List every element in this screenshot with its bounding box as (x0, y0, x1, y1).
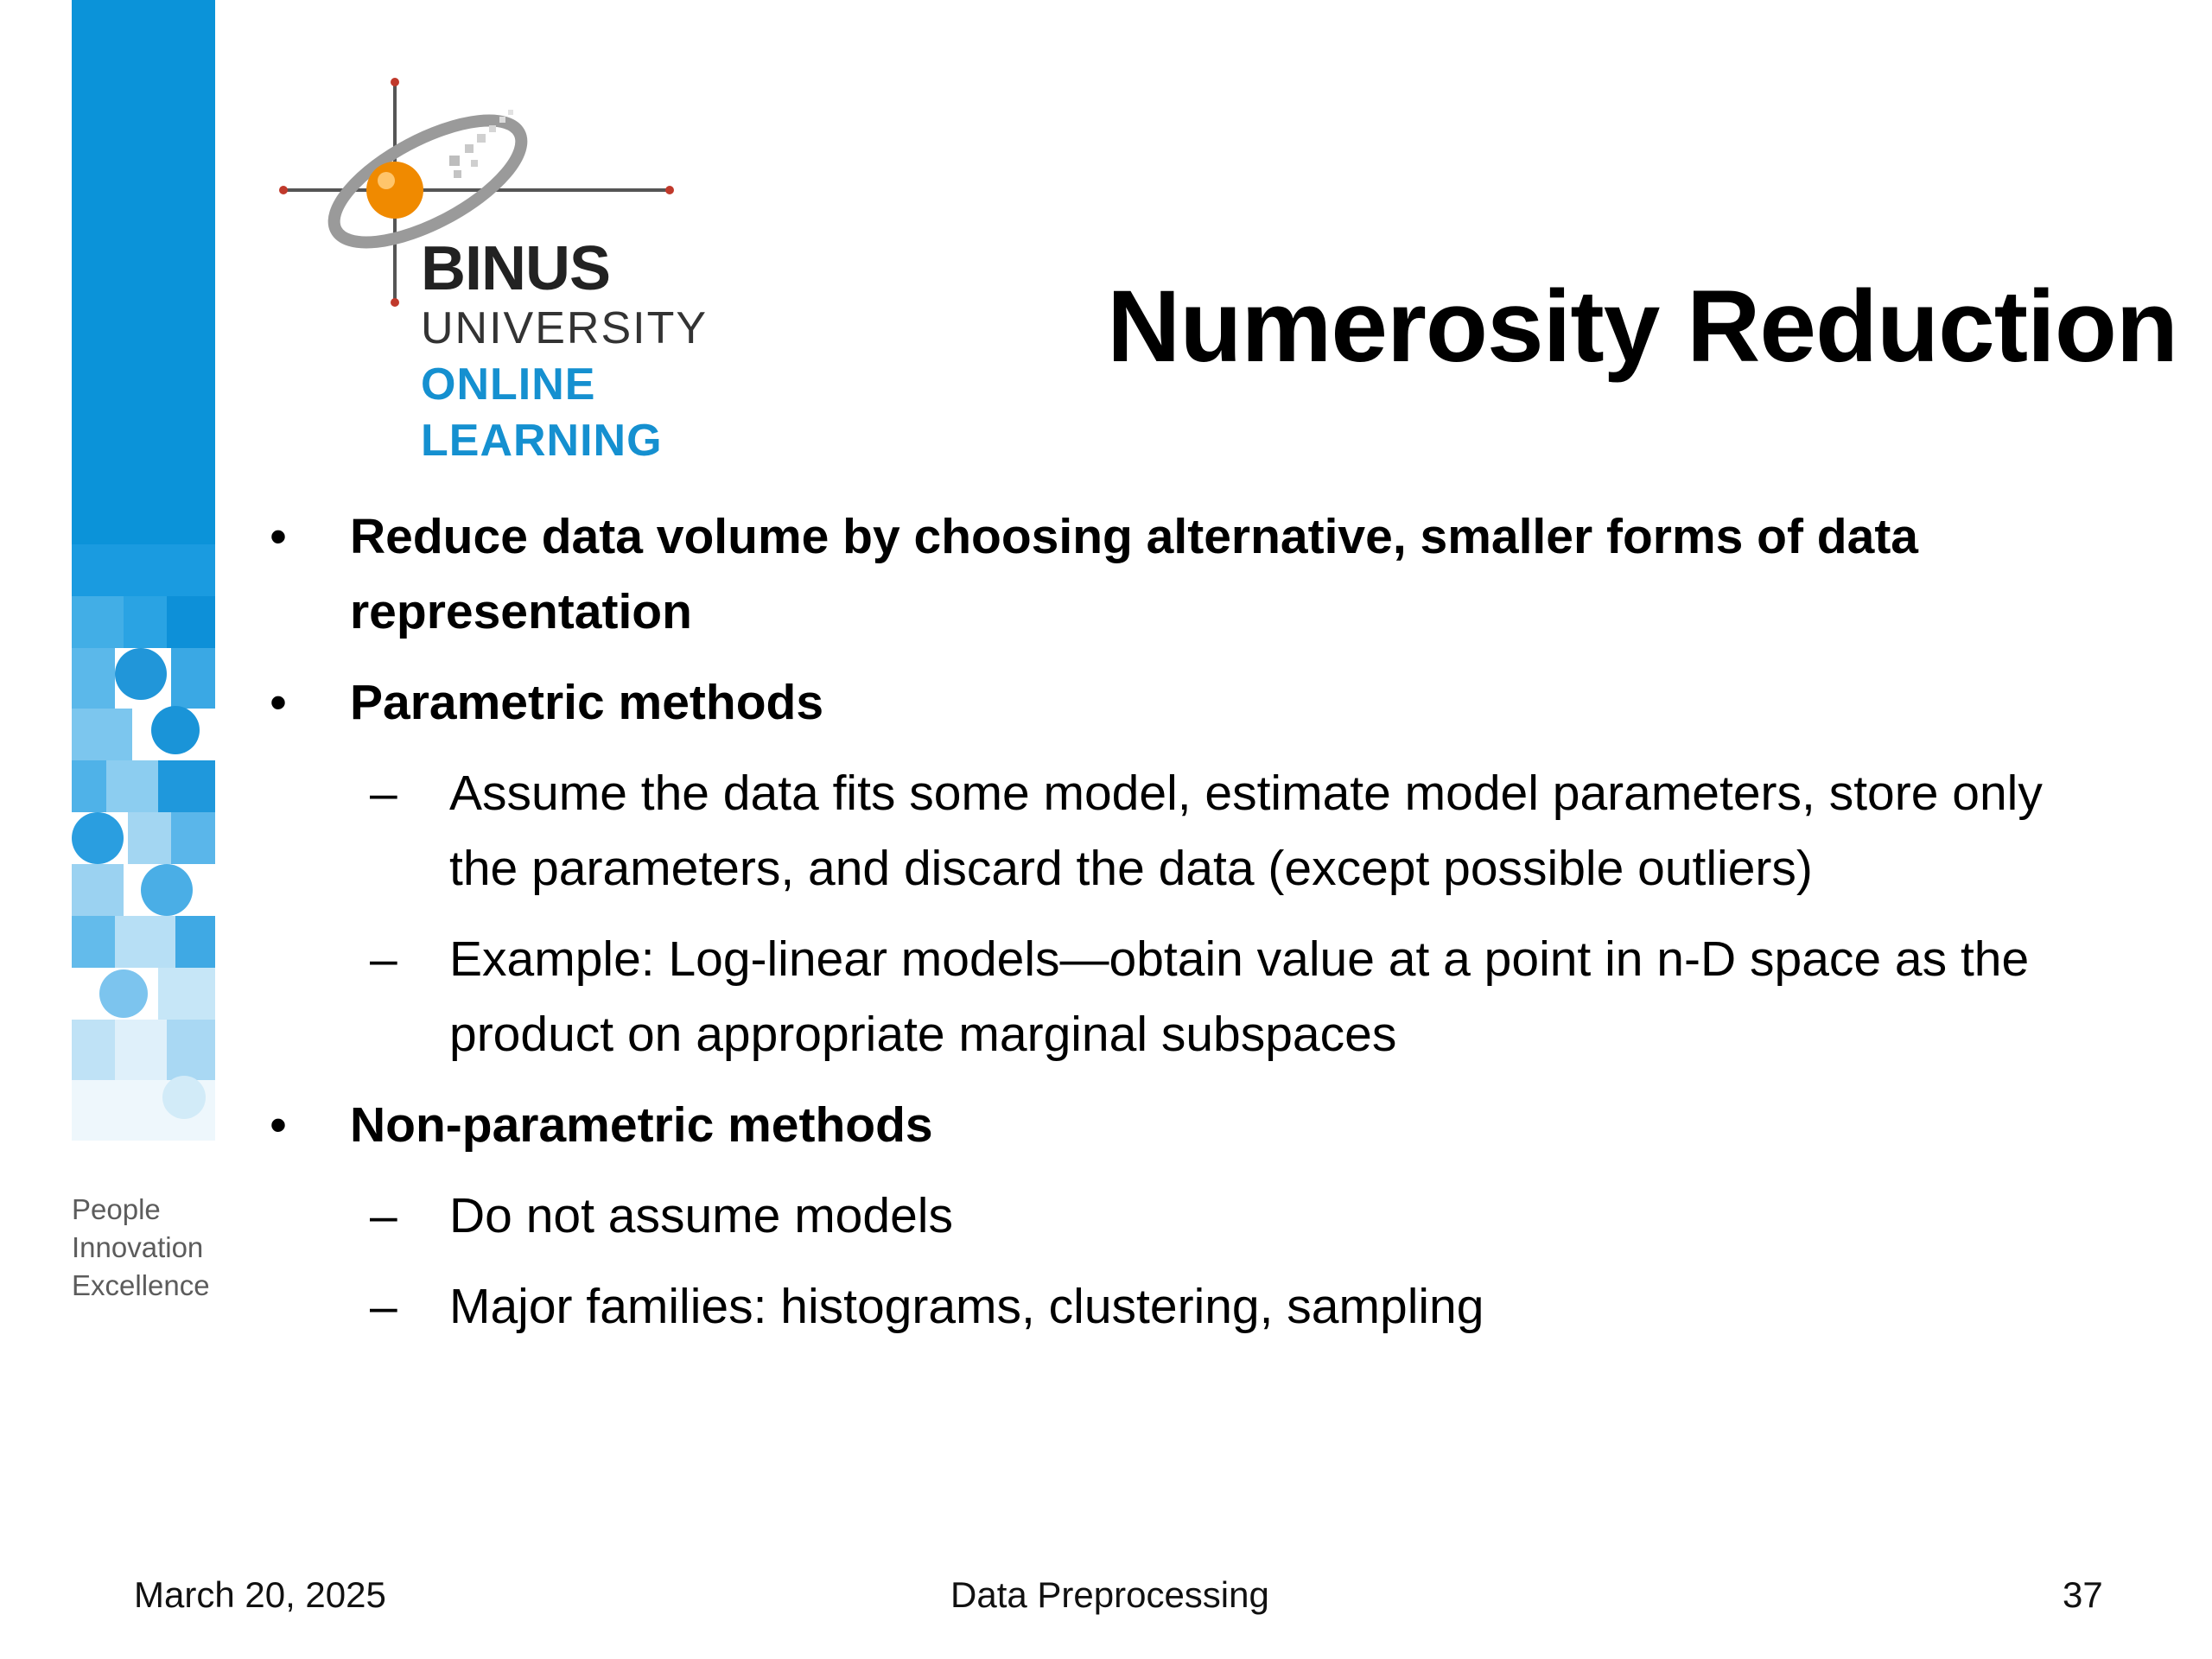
bullet-glyph: • (270, 509, 287, 564)
sub-bullet-text: Major families: histograms, clustering, sampling (449, 1279, 1484, 1334)
side-band-mosaic (72, 544, 215, 1141)
bullet-text: Reduce data volume by choosing alternative, smaller forms of data representation (350, 509, 1919, 639)
page-number: 37 (2063, 1574, 2103, 1615)
sub-bullet-item (259, 756, 2195, 906)
bullet-glyph: • (270, 1097, 287, 1153)
sub-bullet-glyph: – (370, 766, 397, 821)
sub-bullet-text: Example: Log-linear models—obtain value at a point in n-D space as the product on appropriate marginal subspaces (449, 931, 2030, 1062)
tagline-line: People (72, 1193, 161, 1225)
bullet-text: Non-parametric methods (350, 1097, 933, 1153)
bullet-item (259, 1088, 2195, 1163)
tagline-line: Innovation (72, 1231, 204, 1263)
binus-logo (276, 73, 726, 480)
slide-body (259, 499, 2195, 1360)
sub-bullet-text: Assume the data fits some model, estimate model parameters, store only the parameters, and discard the data (except possible outliers) (449, 766, 2043, 896)
side-band (72, 0, 215, 553)
slide-title: Numerosity Reduction (1107, 270, 2177, 384)
footer-date: March 20, 2025 (134, 1574, 386, 1615)
logo-online: ONLINE (421, 359, 596, 410)
sub-bullet-item (259, 1269, 2195, 1344)
bullet-item (259, 499, 2195, 650)
tagline-line: Excellence (72, 1269, 210, 1301)
footer-title: Data Preprocessing (950, 1574, 1269, 1615)
sub-bullet-glyph: – (370, 931, 397, 987)
sub-bullet-text: Do not assume models (449, 1188, 953, 1243)
bullet-item (259, 665, 2195, 741)
sub-bullet-item (259, 922, 2195, 1072)
logo-university: UNIVERSITY (421, 303, 709, 353)
bullet-text: Parametric methods (350, 675, 824, 730)
sub-bullet-glyph: – (370, 1188, 397, 1243)
mosaic-pattern (72, 544, 215, 1141)
sub-bullet-item (259, 1179, 2195, 1254)
bullet-glyph: • (270, 675, 287, 730)
tagline (72, 1191, 210, 1305)
logo-learning: LEARNING (421, 416, 663, 466)
logo-binus: BINUS (421, 234, 611, 303)
sub-bullet-glyph: – (370, 1279, 397, 1334)
